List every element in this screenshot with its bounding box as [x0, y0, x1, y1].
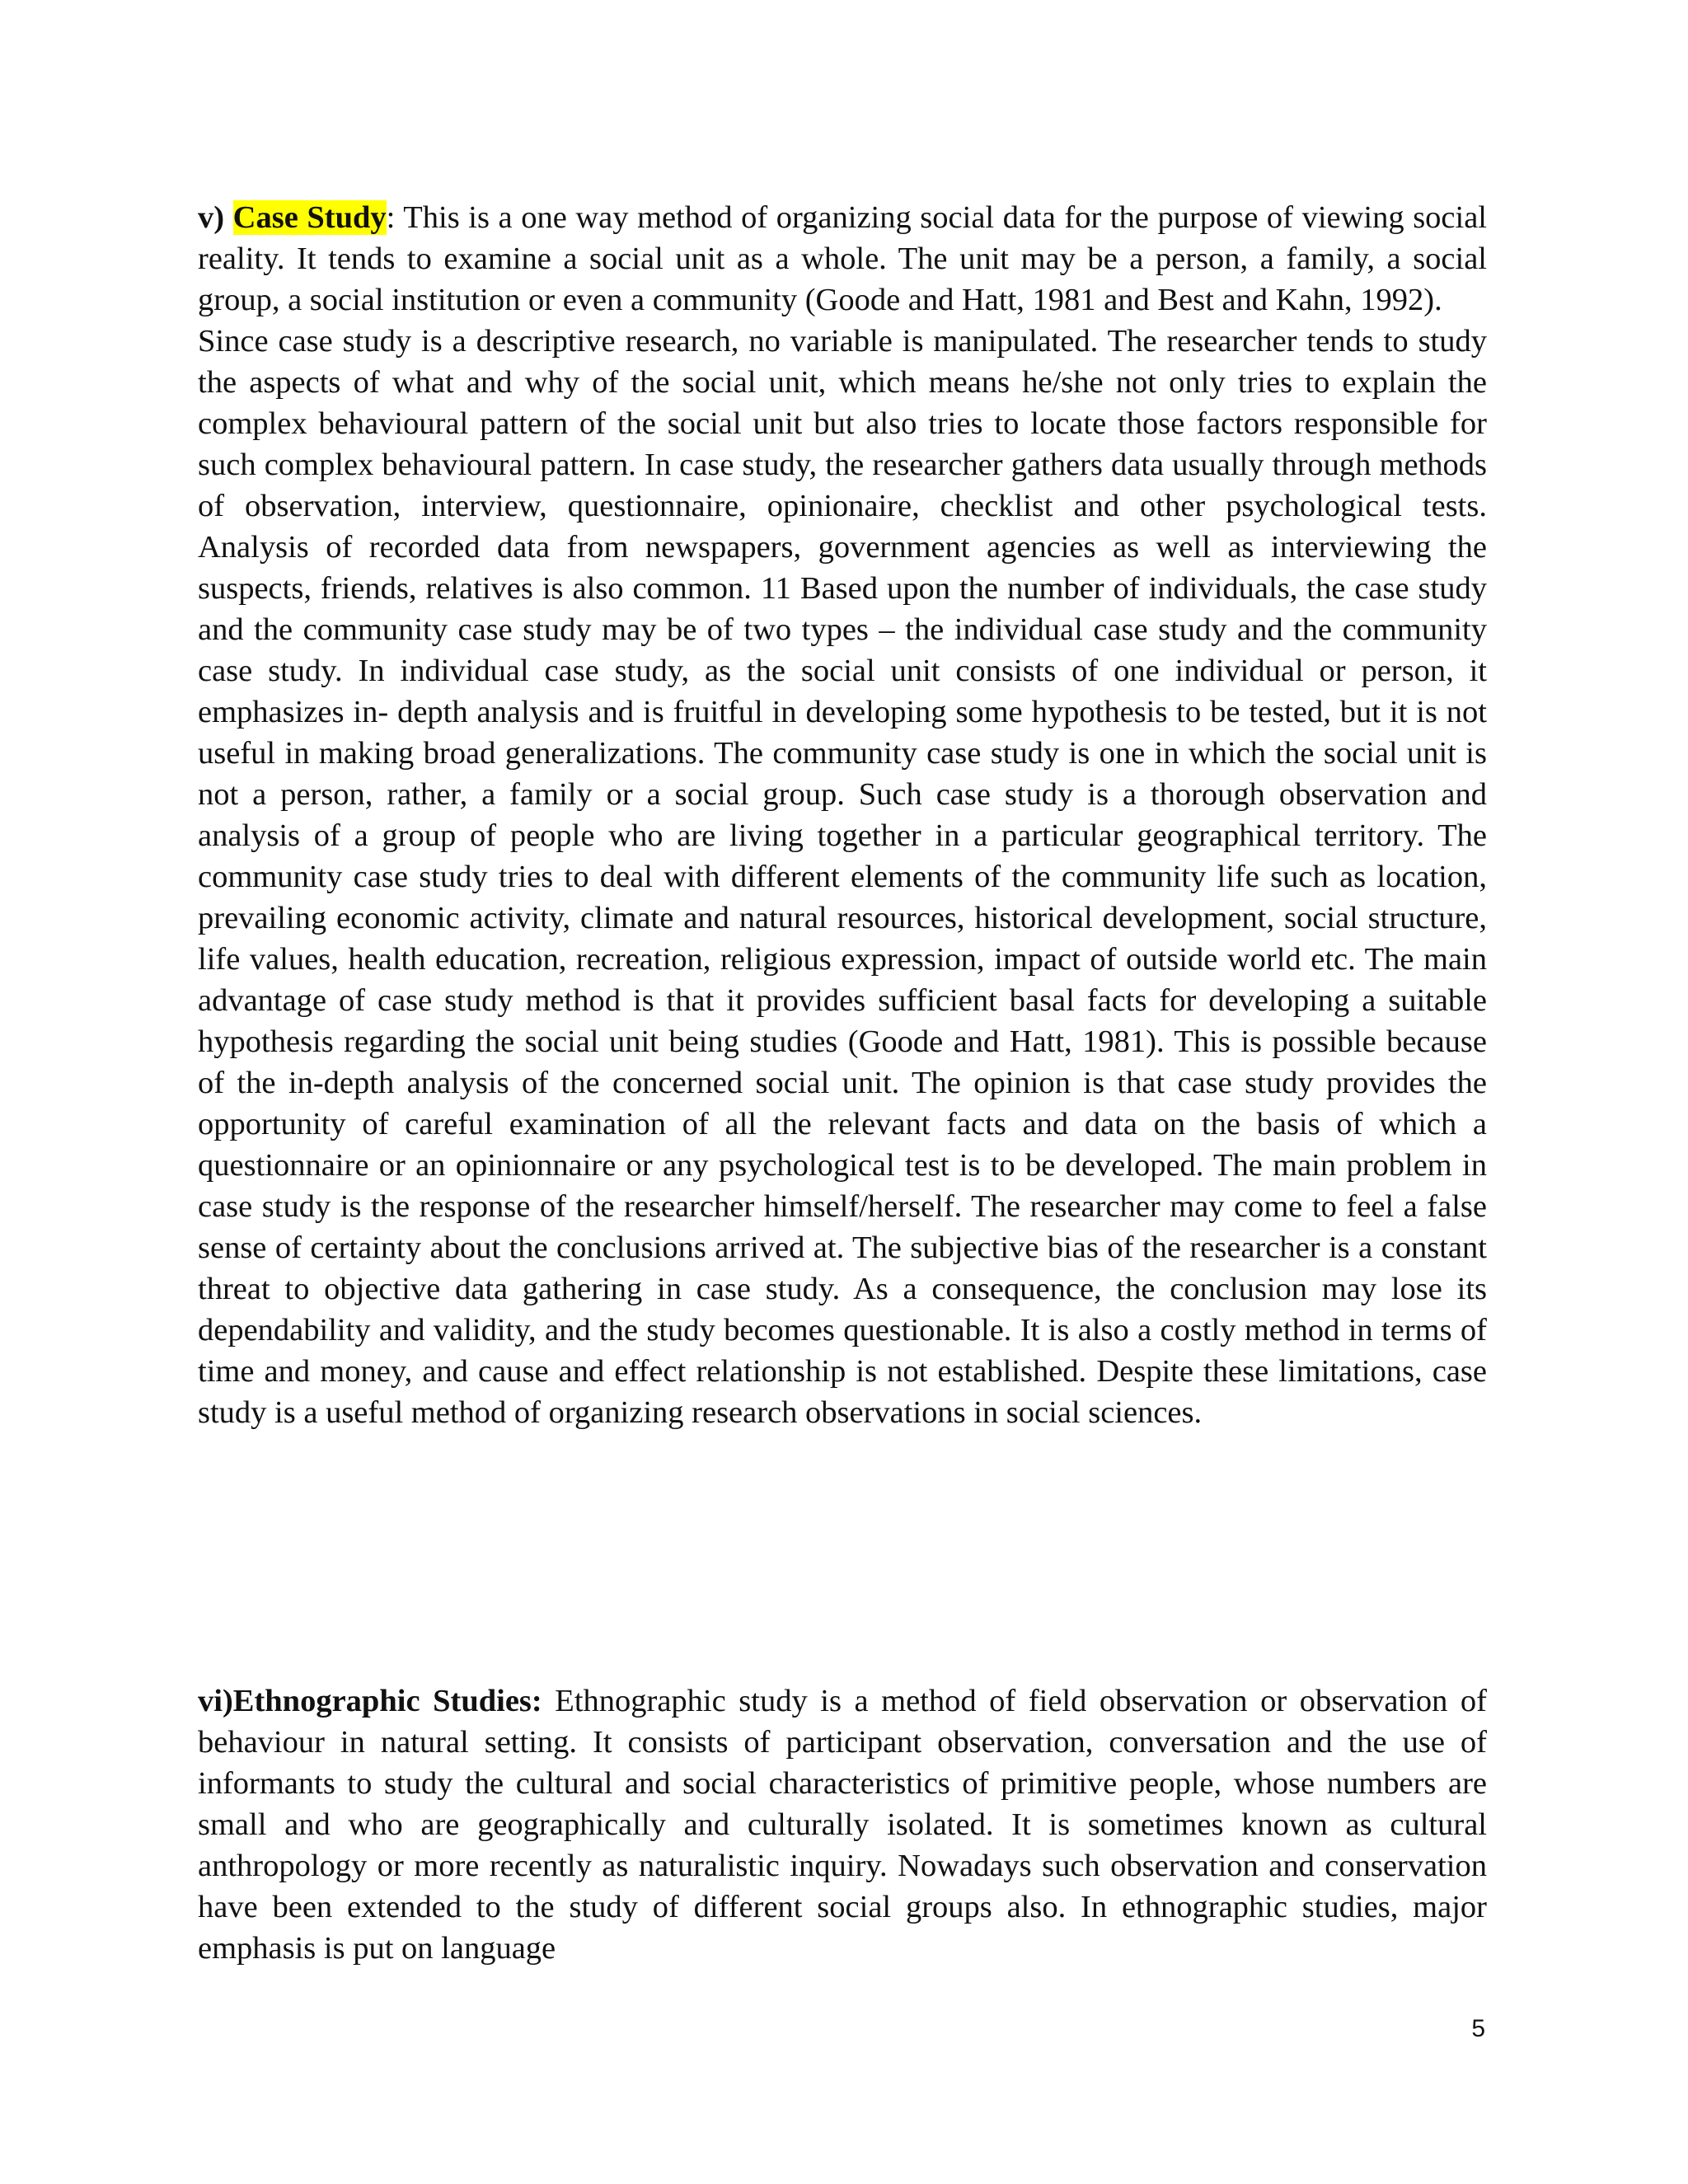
section-ethnographic-studies	[198, 1680, 1487, 1969]
section-number: v)	[198, 200, 225, 235]
page-number: 5	[1471, 2015, 1485, 2042]
case-study-intro-text: : This is a one way method of organizing social data for the purpose of viewing social reality. It tends to examine a social unit as a whole. The unit may be a person, a family, a social group, a social institution or even a community (Goode and Hatt, 1981 and Best and Kahn, 1992).	[198, 200, 1487, 317]
section-title-highlighted: Case Study	[232, 200, 387, 235]
section-case-study	[198, 197, 1487, 1433]
section-title: vi)Ethnographic Studies:	[198, 1684, 542, 1718]
case-study-body-paragraph: Since case study is a descriptive research, no variable is manipulated. The researcher tends to study the aspects of what and why of the social unit, which means he/she not only tries to explain the complex behavioural pattern of the social unit but also tries to locate those factors responsible for such complex behavioural pattern. In case study, the researcher gathers data usually through methods of observation, interview, questionnaire, opinionaire, checklist and other psychological tests. Analysis of recorded data from newspapers, government agencies as well as interviewing the suspects, friends, relatives is also common. 11 Based upon the number of individuals, the case study and the community case study may be of two types – the individual case study and the community case study. In individual case study, as the social unit consists of one individual or person, it emphasizes in- depth analysis and is fruitful in developing some hypothesis to be tested, but it is not useful in making broad generalizations. The community case study is one in which the social unit is not a person, rather, a family or a social group. Such case study is a thorough observation and analysis of a group of people who are living together in a particular geographical territory. The community case study tries to deal with different elements of the community life such as location, prevailing economic activity, climate and natural resources, historical development, social structure, life values, health education, recreation, religious expression, impact of outside world etc. The main advantage of case study method is that it provides sufficient basal facts for developing a suitable hypothesis regarding the social unit being studies (Goode and Hatt, 1981). This is possible because of the in-depth analysis of the concerned social unit. The opinion is that case study provides the opportunity of careful examination of all the relevant facts and data on the basis of which a questionnaire or an opinionnaire or any psychological test is to be developed. The main problem in case study is the response of the researcher himself/herself. The researcher may come to feel a false sense of certainty about the conclusions arrived at. The subjective bias of the researcher is a constant threat to objective data gathering in case study. As a consequence, the conclusion may lose its dependability and validity, and the study becomes questionable. It is also a costly method in terms of time and money, and cause and effect relationship is not established. Despite these limitations, case study is a useful method of organizing research observations in social sciences.	[198, 324, 1487, 1430]
case-study-intro-paragraph	[198, 197, 1487, 321]
ethnographic-paragraph	[198, 1680, 1487, 1969]
ethnographic-body-text: Ethnographic study is a method of field observation or observation of behaviour in natural setting. It consists of participant observation, conversation and the use of informants to study the cultural and social characteristics of primitive people, whose numbers are small and who are geographically and culturally isolated. It is sometimes known as cultural anthropology or more recently as naturalistic inquiry. Nowadays such observation and conservation have been extended to the study of different social groups also. In ethnographic studies, major emphasis is put on language	[198, 1684, 1487, 1966]
